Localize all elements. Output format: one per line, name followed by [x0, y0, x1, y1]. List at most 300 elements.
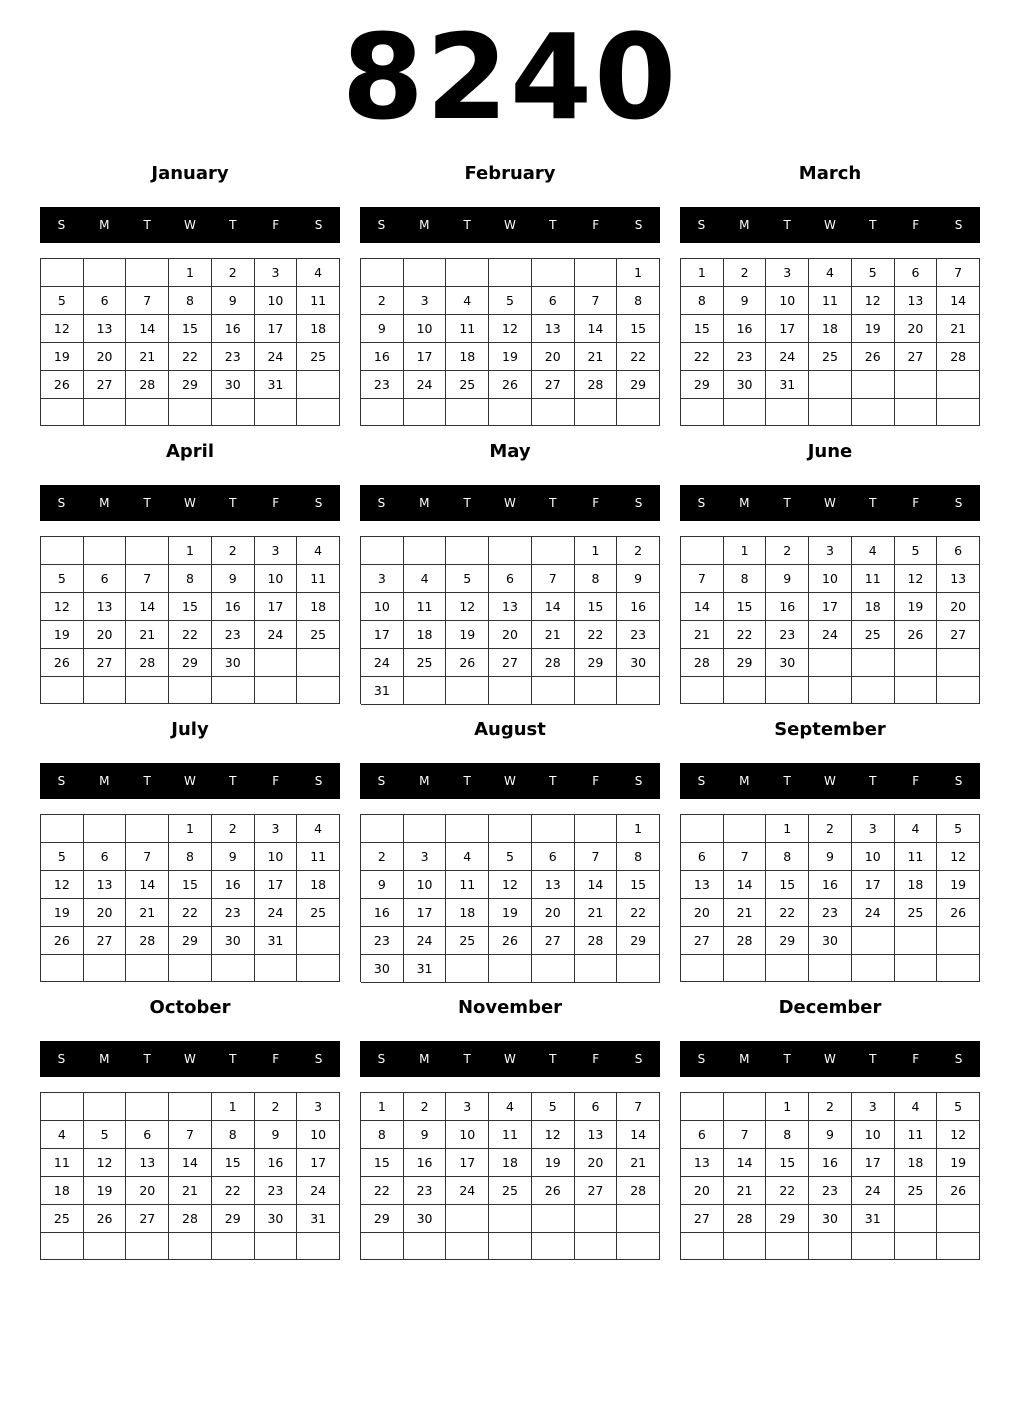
day-cell: 22: [169, 343, 212, 371]
day-cell: 29: [361, 1205, 404, 1233]
day-cell: [489, 1205, 532, 1233]
day-cell: 25: [446, 371, 489, 399]
day-cell: [404, 537, 447, 565]
day-cell: 12: [937, 843, 980, 871]
day-cell: [681, 955, 724, 982]
day-cell: [766, 955, 809, 982]
day-cell: 20: [681, 1177, 724, 1205]
weekday-label: T: [783, 218, 791, 232]
weekday-label: W: [824, 218, 836, 232]
day-cell: 1: [169, 259, 212, 287]
day-cell: 7: [169, 1121, 212, 1149]
day-cell: 12: [895, 565, 938, 593]
day-cell: 29: [169, 649, 212, 677]
day-cell: [852, 1233, 895, 1260]
day-cell: 27: [489, 649, 532, 677]
weekday-label: W: [184, 1052, 196, 1066]
day-cell: 13: [895, 287, 938, 315]
day-cell: 2: [212, 815, 255, 843]
weekday-label: S: [314, 218, 323, 232]
day-grid: [360, 1092, 660, 1260]
day-cell: 11: [297, 843, 340, 871]
day-cell: 15: [169, 315, 212, 343]
day-cell: [41, 1093, 84, 1121]
day-cell: 15: [617, 871, 660, 899]
day-cell: [169, 1233, 212, 1260]
weekday-label: S: [314, 1052, 323, 1066]
day-cell: 11: [809, 287, 852, 315]
day-cell: 20: [937, 593, 980, 621]
day-cell: 27: [84, 649, 127, 677]
day-cell: 17: [809, 593, 852, 621]
day-cell: [41, 677, 84, 704]
weekday-label: F: [272, 218, 280, 232]
day-cell: [404, 399, 447, 426]
weekday-label: T: [143, 218, 151, 232]
day-cell: 2: [212, 537, 255, 565]
day-cell: 23: [404, 1177, 447, 1205]
weekday-label: T: [143, 1052, 151, 1066]
weekday-header: [680, 207, 980, 243]
day-cell: 1: [766, 815, 809, 843]
weekday-label: S: [57, 496, 66, 510]
day-cell: [126, 399, 169, 426]
day-cell: [404, 259, 447, 287]
day-cell: [766, 399, 809, 426]
day-cell: [255, 399, 298, 426]
day-cell: 28: [617, 1177, 660, 1205]
day-cell: [41, 537, 84, 565]
day-cell: 16: [212, 315, 255, 343]
day-cell: [126, 1093, 169, 1121]
day-cell: 8: [766, 1121, 809, 1149]
day-cell: [255, 649, 298, 677]
day-cell: 4: [895, 815, 938, 843]
day-cell: 27: [937, 621, 980, 649]
day-cell: 2: [404, 1093, 447, 1121]
day-cell: 15: [169, 593, 212, 621]
day-cell: 8: [766, 843, 809, 871]
day-cell: 15: [169, 871, 212, 899]
weekday-label: M: [99, 218, 110, 232]
day-cell: [617, 399, 660, 426]
weekday-label: S: [954, 774, 963, 788]
day-cell: 10: [446, 1121, 489, 1149]
day-cell: [41, 815, 84, 843]
weekday-label: T: [463, 218, 471, 232]
day-cell: 23: [212, 343, 255, 371]
day-cell: 14: [724, 871, 767, 899]
day-cell: [575, 677, 618, 705]
day-cell: 20: [532, 899, 575, 927]
day-cell: 15: [575, 593, 618, 621]
day-cell: 18: [446, 343, 489, 371]
day-cell: 4: [404, 565, 447, 593]
day-cell: 12: [446, 593, 489, 621]
day-cell: 28: [575, 927, 618, 955]
weekday-label: F: [592, 1052, 600, 1066]
day-cell: 10: [255, 287, 298, 315]
day-cell: 21: [575, 343, 618, 371]
day-cell: 29: [681, 371, 724, 399]
day-cell: [809, 371, 852, 399]
weekday-label: M: [739, 774, 750, 788]
weekday-label: T: [463, 774, 471, 788]
day-cell: 28: [169, 1205, 212, 1233]
day-cell: 26: [895, 621, 938, 649]
day-cell: [809, 1233, 852, 1260]
day-cell: 28: [126, 371, 169, 399]
day-cell: 18: [489, 1149, 532, 1177]
day-cell: 4: [895, 1093, 938, 1121]
day-cell: 5: [895, 537, 938, 565]
day-cell: 31: [404, 955, 447, 983]
day-cell: 2: [212, 259, 255, 287]
day-cell: 25: [41, 1205, 84, 1233]
day-cell: [489, 955, 532, 983]
day-cell: 24: [404, 371, 447, 399]
day-cell: 11: [297, 565, 340, 593]
day-cell: 17: [361, 621, 404, 649]
weekday-label: S: [57, 774, 66, 788]
day-cell: 4: [852, 537, 895, 565]
day-cell: [575, 1205, 618, 1233]
day-cell: 28: [126, 927, 169, 955]
day-cell: [681, 537, 724, 565]
day-grid: [360, 258, 660, 426]
day-cell: 11: [404, 593, 447, 621]
day-cell: 13: [937, 565, 980, 593]
day-cell: [297, 1233, 340, 1260]
day-cell: [895, 649, 938, 677]
day-cell: 16: [404, 1149, 447, 1177]
weekday-label: S: [954, 496, 963, 510]
day-cell: 13: [84, 593, 127, 621]
weekday-label: W: [824, 774, 836, 788]
day-cell: 1: [361, 1093, 404, 1121]
day-cell: [41, 1233, 84, 1260]
day-cell: [532, 399, 575, 426]
weekday-label: S: [634, 496, 643, 510]
day-cell: [255, 677, 298, 704]
day-cell: 22: [361, 1177, 404, 1205]
month-name: December: [778, 997, 882, 1018]
weekday-label: T: [869, 1052, 877, 1066]
day-cell: [41, 955, 84, 982]
day-cell: [809, 677, 852, 704]
day-cell: 20: [84, 621, 127, 649]
weekday-label: T: [869, 774, 877, 788]
day-cell: 3: [852, 815, 895, 843]
day-cell: 1: [169, 815, 212, 843]
day-cell: [297, 399, 340, 426]
weekday-label: S: [634, 774, 643, 788]
day-cell: 9: [404, 1121, 447, 1149]
day-cell: [724, 1233, 767, 1260]
day-cell: [937, 1233, 980, 1260]
day-cell: 21: [126, 899, 169, 927]
day-cell: 3: [361, 565, 404, 593]
weekday-label: M: [419, 218, 430, 232]
day-cell: 8: [617, 843, 660, 871]
day-cell: [575, 259, 618, 287]
day-cell: [852, 927, 895, 955]
day-cell: 10: [766, 287, 809, 315]
day-cell: [937, 371, 980, 399]
weekday-label: W: [504, 774, 516, 788]
day-cell: [809, 955, 852, 982]
day-cell: [361, 399, 404, 426]
day-cell: 9: [809, 843, 852, 871]
day-cell: [361, 259, 404, 287]
day-cell: 3: [852, 1093, 895, 1121]
day-cell: 17: [297, 1149, 340, 1177]
day-cell: 3: [297, 1093, 340, 1121]
day-cell: 15: [766, 871, 809, 899]
day-cell: 16: [361, 343, 404, 371]
day-cell: 6: [895, 259, 938, 287]
day-cell: [126, 955, 169, 982]
day-cell: 4: [297, 537, 340, 565]
day-cell: 5: [41, 287, 84, 315]
day-cell: [617, 677, 660, 705]
weekday-label: M: [739, 1052, 750, 1066]
day-cell: [446, 1233, 489, 1260]
weekday-header: [40, 485, 340, 521]
day-cell: 10: [255, 565, 298, 593]
year-title: 8240: [341, 8, 679, 146]
day-cell: 31: [852, 1205, 895, 1233]
day-cell: [446, 537, 489, 565]
day-cell: 9: [212, 843, 255, 871]
day-cell: 3: [446, 1093, 489, 1121]
day-cell: 1: [575, 537, 618, 565]
day-cell: 29: [766, 1205, 809, 1233]
day-cell: 13: [489, 593, 532, 621]
day-cell: 10: [361, 593, 404, 621]
day-cell: 23: [212, 899, 255, 927]
day-cell: [446, 1205, 489, 1233]
day-cell: 7: [126, 565, 169, 593]
day-cell: [575, 1233, 618, 1260]
day-cell: 24: [766, 343, 809, 371]
day-cell: [84, 1233, 127, 1260]
weekday-label: S: [57, 218, 66, 232]
day-cell: [84, 815, 127, 843]
day-cell: 17: [255, 871, 298, 899]
day-cell: 16: [255, 1149, 298, 1177]
day-cell: 21: [575, 899, 618, 927]
day-grid: [680, 536, 980, 704]
day-cell: 27: [532, 371, 575, 399]
day-cell: [84, 537, 127, 565]
day-cell: [212, 399, 255, 426]
day-cell: [212, 955, 255, 982]
weekday-label: W: [504, 496, 516, 510]
day-cell: 13: [532, 315, 575, 343]
day-cell: [895, 371, 938, 399]
day-cell: 30: [212, 649, 255, 677]
day-cell: 9: [766, 565, 809, 593]
day-cell: 23: [255, 1177, 298, 1205]
day-cell: 27: [84, 927, 127, 955]
weekday-label: T: [229, 496, 237, 510]
weekday-label: T: [229, 1052, 237, 1066]
weekday-label: W: [184, 218, 196, 232]
day-cell: 7: [681, 565, 724, 593]
day-cell: 13: [681, 871, 724, 899]
day-cell: 22: [617, 899, 660, 927]
day-cell: 2: [724, 259, 767, 287]
day-cell: 31: [255, 371, 298, 399]
day-cell: 3: [255, 259, 298, 287]
day-cell: 9: [361, 315, 404, 343]
day-cell: 4: [297, 815, 340, 843]
day-cell: 21: [937, 315, 980, 343]
day-cell: 17: [852, 1149, 895, 1177]
day-cell: 21: [681, 621, 724, 649]
day-cell: 18: [446, 899, 489, 927]
weekday-label: W: [824, 496, 836, 510]
day-cell: 2: [361, 287, 404, 315]
day-cell: 18: [895, 871, 938, 899]
day-cell: 24: [809, 621, 852, 649]
day-cell: 16: [212, 593, 255, 621]
day-cell: [489, 815, 532, 843]
weekday-label: S: [314, 774, 323, 788]
day-cell: 16: [361, 899, 404, 927]
day-cell: 4: [446, 843, 489, 871]
day-cell: 4: [446, 287, 489, 315]
day-cell: 25: [446, 927, 489, 955]
day-cell: 30: [212, 371, 255, 399]
day-cell: 30: [617, 649, 660, 677]
day-cell: [681, 677, 724, 704]
day-cell: 22: [724, 621, 767, 649]
day-cell: 25: [297, 899, 340, 927]
day-cell: 13: [126, 1149, 169, 1177]
day-cell: 20: [126, 1177, 169, 1205]
day-cell: 30: [361, 955, 404, 983]
day-cell: 18: [297, 871, 340, 899]
day-cell: [361, 815, 404, 843]
day-cell: 23: [809, 1177, 852, 1205]
day-cell: [297, 677, 340, 704]
day-cell: 19: [41, 899, 84, 927]
weekday-label: M: [419, 1052, 430, 1066]
day-cell: [895, 399, 938, 426]
weekday-label: T: [869, 496, 877, 510]
day-cell: 15: [681, 315, 724, 343]
day-cell: [852, 399, 895, 426]
day-cell: 20: [532, 343, 575, 371]
day-cell: 20: [681, 899, 724, 927]
weekday-label: T: [143, 496, 151, 510]
day-cell: 14: [724, 1149, 767, 1177]
day-cell: 9: [361, 871, 404, 899]
weekday-header: [360, 485, 660, 521]
day-cell: 30: [809, 927, 852, 955]
weekday-label: T: [549, 774, 557, 788]
day-cell: [895, 1205, 938, 1233]
weekday-label: S: [634, 218, 643, 232]
day-cell: 23: [766, 621, 809, 649]
weekday-header: [680, 1041, 980, 1077]
weekday-label: F: [272, 496, 280, 510]
day-cell: 4: [809, 259, 852, 287]
day-cell: 5: [41, 565, 84, 593]
day-cell: 25: [809, 343, 852, 371]
day-cell: 7: [575, 287, 618, 315]
day-cell: 25: [297, 621, 340, 649]
day-cell: 14: [126, 315, 169, 343]
day-cell: [126, 537, 169, 565]
day-cell: 5: [489, 287, 532, 315]
day-cell: 19: [489, 899, 532, 927]
day-cell: [617, 1205, 660, 1233]
day-cell: [84, 259, 127, 287]
day-cell: 23: [617, 621, 660, 649]
day-cell: 13: [681, 1149, 724, 1177]
day-cell: [84, 677, 127, 704]
day-cell: 6: [84, 287, 127, 315]
day-cell: 23: [809, 899, 852, 927]
day-cell: [404, 1233, 447, 1260]
month-name: May: [489, 441, 531, 462]
day-cell: 19: [446, 621, 489, 649]
day-cell: 27: [532, 927, 575, 955]
day-cell: 28: [126, 649, 169, 677]
day-cell: 19: [41, 343, 84, 371]
day-cell: 29: [724, 649, 767, 677]
day-cell: 12: [41, 593, 84, 621]
day-cell: 17: [852, 871, 895, 899]
day-cell: 11: [446, 871, 489, 899]
day-cell: 10: [297, 1121, 340, 1149]
day-cell: 7: [617, 1093, 660, 1121]
weekday-label: W: [184, 774, 196, 788]
weekday-label: T: [549, 218, 557, 232]
day-cell: 29: [575, 649, 618, 677]
day-cell: [575, 815, 618, 843]
day-cell: 10: [809, 565, 852, 593]
day-cell: 21: [532, 621, 575, 649]
weekday-label: T: [783, 774, 791, 788]
day-cell: 5: [937, 815, 980, 843]
day-cell: 2: [255, 1093, 298, 1121]
day-cell: [532, 537, 575, 565]
weekday-label: S: [377, 774, 386, 788]
day-cell: [297, 649, 340, 677]
day-cell: [489, 1233, 532, 1260]
weekday-header: [360, 1041, 660, 1077]
day-cell: 15: [212, 1149, 255, 1177]
day-cell: 25: [895, 899, 938, 927]
day-cell: 11: [297, 287, 340, 315]
day-grid: [680, 258, 980, 426]
weekday-label: M: [419, 774, 430, 788]
weekday-label: T: [229, 218, 237, 232]
day-cell: [446, 955, 489, 983]
day-cell: 30: [255, 1205, 298, 1233]
day-cell: [361, 1233, 404, 1260]
day-grid: [360, 814, 660, 982]
day-cell: 5: [41, 843, 84, 871]
day-cell: 8: [361, 1121, 404, 1149]
day-cell: 5: [852, 259, 895, 287]
day-cell: 29: [169, 371, 212, 399]
day-cell: 22: [169, 621, 212, 649]
